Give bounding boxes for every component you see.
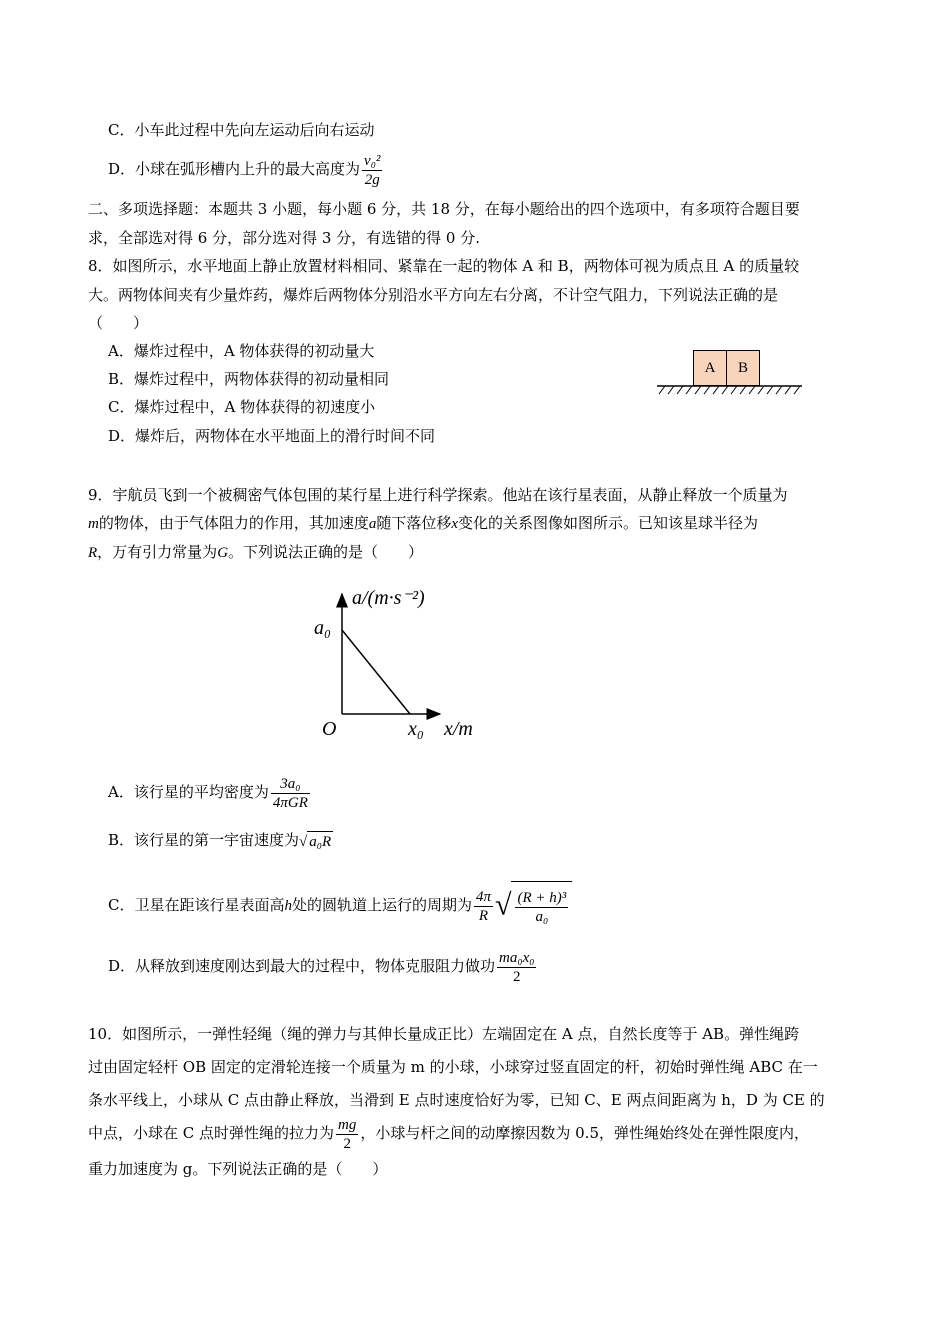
block-a: A [693, 350, 727, 386]
q10-tension-formula: $\frac{mg}{2}$ [338, 1116, 357, 1152]
x-intercept-label: x₀ [408, 718, 424, 740]
q9-option-b: B．该行星的第一宇宙速度为√ a₀R [108, 831, 332, 850]
ground-hatching [655, 384, 805, 398]
q9-option-c-coefficient: $\frac{4\pi}{R}$ [476, 888, 492, 924]
q8-line3: （ ） [88, 314, 149, 332]
q9-option-a: A．该行星的平均密度为 $\frac{\text{3a₀}}{\text{4πGR}}$ [108, 775, 308, 811]
q8-option-b: B．爆炸过程中，两物体获得的初动量相同 [108, 370, 390, 388]
y-intercept-label: a₀ [314, 617, 331, 639]
section2-line2: 求，全部选对得 6 分，部分选对得 3 分，有选错的得 0 分. [88, 229, 481, 247]
q10-line3: 条水平线上，小球从 C 点由静止释放，当滑到 E 点时速度恰好为零，已知 C、E 两点间距离为 h，D 为 CE 的 [88, 1091, 825, 1109]
q8-option-d: D．爆炸后，两物体在水平地面上的滑行时间不同 [108, 427, 436, 445]
q10-line2: 过由固定轻杆 OB 固定的定滑轮连接一个质量为 m 的小球，小球穿过竖直固定的杆，初始时弹性绳 ABC 在一 [88, 1058, 818, 1076]
x-axis-label: x/m [444, 718, 473, 740]
q7-option-d [108, 150, 384, 189]
q9-option-a-formula: $\frac{\text{3a₀}}{\text{4πGR}}$ [272, 775, 308, 811]
q8-line2: 大。两物体间夹有少量炸药，爆炸后两物体分别沿水平方向左右分离，不计空气阻力，下列说法正确的是 [88, 286, 779, 304]
q8-option-c: C．爆炸过程中，A 物体获得的初速度小 [108, 398, 376, 416]
q9-option-c: C．卫星在距该行星表面高h处的圆轨道上运行的周期为 $\frac{4\pi}{R}$ √ $\frac{\text{(R + h)³}}{\text{a₀}}$ [108, 880, 572, 932]
q10-line5: 重力加速度为 g。下列说法正确的是（ ） [88, 1160, 388, 1178]
section2-line1: 二、多项选择题：本题共 3 小题，每小题 6 分，共 18 分，在每小题给出的四个选项中，有多项符合题目要 [88, 200, 800, 218]
q7-option-d-formula: $\frac{\text{v₀²}}{2g}$ [364, 152, 381, 188]
q7-option-c: C．小车此过程中先向左运动后向右运动 [108, 121, 375, 139]
q10-line4: 中点，小球在 C 点时弹性绳的拉力为 $\frac{mg}{2}$ ，小球与杆之间的动摩擦因数为 0.5，弹性绳始终处在弹性限度内， [88, 1116, 809, 1152]
q9-line1: 9．宇航员飞到一个被稠密气体包围的某行星上进行科学探索。他站在该行星表面，从静止释放一个质量为 [88, 486, 788, 504]
q9-option-d-formula: $\frac{\text{ma₀x₀}}{2}$ [499, 949, 535, 985]
acceleration-displacement-graph [300, 578, 500, 748]
q7-option-d-text: D．小球在弧形槽内上升的最大高度为 [108, 160, 361, 178]
q9-line2: m的物体，由于气体阻力的作用，其加速度a随下落位移x变化的关系图像如图所示。已知该星球半径为 [88, 514, 759, 532]
q9-option-d: D．从释放到速度刚达到最大的过程中，物体克服阻力做功 $\frac{\text{ma₀x₀}}{2}$ [108, 949, 535, 985]
q9-line3: R，万有引力常量为G。下列说法正确的是（ ） [88, 543, 424, 561]
q8-line1: 8．如图所示，水平地面上静止放置材料相同、紧靠在一起的物体 A 和 B，两物体可视为质点且 A 的质量较 [88, 257, 800, 275]
block-b: B [726, 350, 760, 386]
graph-line [342, 630, 410, 714]
q9-option-b-formula: √ a₀R [299, 831, 333, 852]
q10-line1: 10．如图所示，一弹性轻绳（绳的弹力与其伸长量成正比）左端固定在 A 点，自然长度等于 AB。弹性绳跨 [88, 1025, 800, 1043]
q8-option-a: A．爆炸过程中，A 物体获得的初动量大 [108, 342, 375, 360]
origin-label: O [322, 718, 337, 740]
q9-option-c-root: √ $\frac{\text{(R + h)³}}{\text{a₀}}$ [495, 880, 572, 931]
y-axis-label: a/(m·s⁻²) [352, 587, 425, 609]
